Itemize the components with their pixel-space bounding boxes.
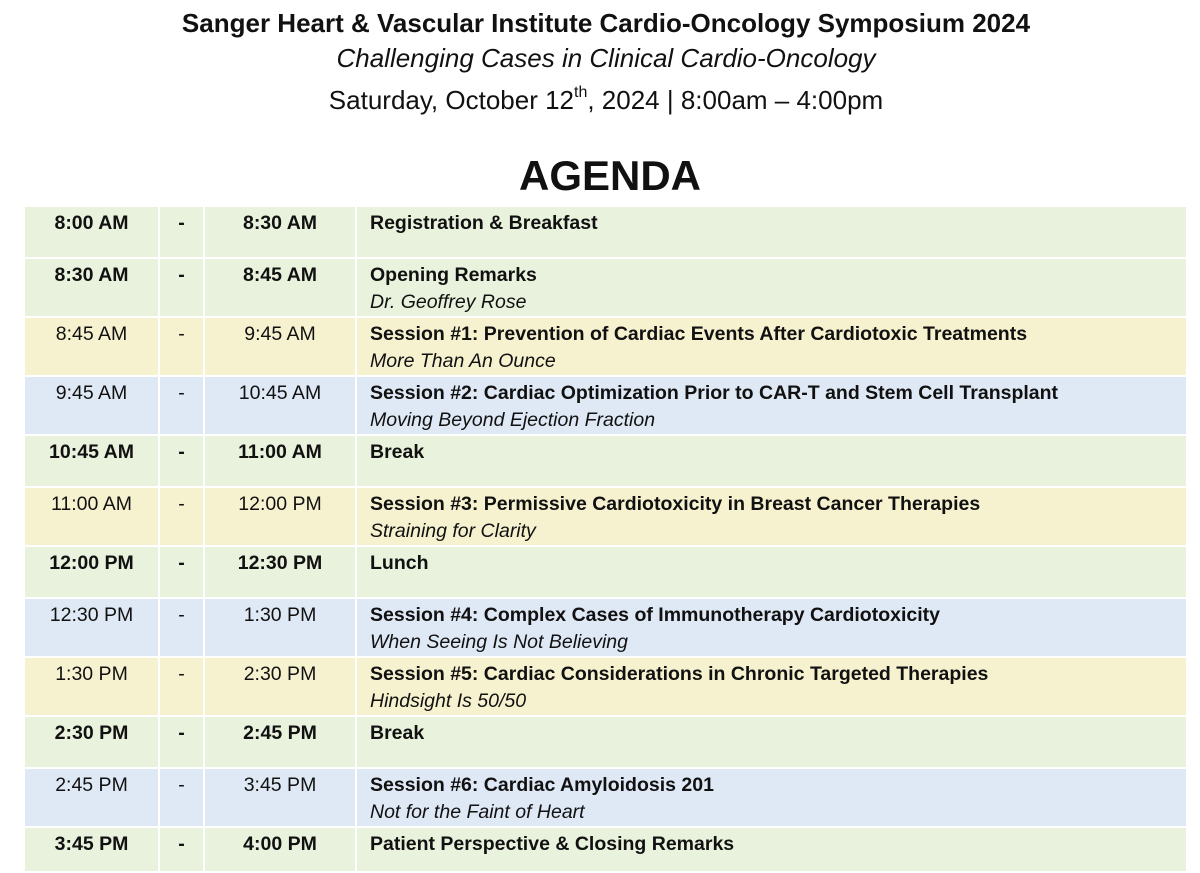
session-cell [356,716,1187,768]
end-time: 2:45 PM [204,716,356,768]
time-separator: - [159,258,204,317]
session-cell [356,768,1187,827]
session-subtitle: Dr. Geoffrey Rose [370,291,527,313]
end-time: 12:00 PM [204,487,356,546]
session-cell [356,657,1187,716]
start-time: 2:30 PM [24,716,159,768]
session-cell [356,546,1187,598]
session-title: Opening Remarks [370,264,537,286]
end-time: 4:00 PM [204,827,356,872]
end-time: 10:45 AM [204,376,356,435]
session-title: Registration & Breakfast [370,212,598,234]
agenda-row [24,258,1187,317]
start-time: 3:45 PM [24,827,159,872]
agenda-row [24,376,1187,435]
start-time: 9:45 AM [24,376,159,435]
session-subtitle: More Than An Ounce [370,350,556,372]
end-time: 1:30 PM [204,598,356,657]
start-time: 8:00 AM [24,206,159,258]
date-prefix: Saturday, October 12 [328,85,575,115]
session-cell [356,317,1187,376]
start-time: 10:45 AM [24,435,159,487]
time-separator: - [159,827,204,872]
time-separator: - [159,546,204,598]
agenda-heading: AGENDA [518,152,701,199]
session-title: Break [370,441,425,463]
session-title: Break [370,722,425,744]
time-separator: - [159,768,204,827]
start-time: 2:45 PM [24,768,159,827]
session-title: Lunch [370,552,429,574]
session-cell [356,206,1187,258]
time-separator: - [159,376,204,435]
start-time: 8:30 AM [24,258,159,317]
session-title: Session #2: Cardiac Optimization Prior to CAR-T and Stem Cell Transplant [370,382,1059,404]
agenda-row [24,435,1187,487]
agenda-row [24,487,1187,546]
end-time: 8:45 AM [204,258,356,317]
agenda-row [24,716,1187,768]
session-cell [356,258,1187,317]
session-title: Session #6: Cardiac Amyloidosis 201 [370,774,714,796]
session-subtitle: Hindsight Is 50/50 [370,690,527,712]
session-cell [356,435,1187,487]
session-title: Session #3: Permissive Cardiotoxicity in Breast Cancer Therapies [370,493,981,515]
agenda-row [24,598,1187,657]
time-separator: - [159,435,204,487]
session-title: Session #5: Cardiac Considerations in Chronic Targeted Therapies [370,663,989,685]
time-separator: - [159,716,204,768]
agenda-row [24,657,1187,716]
session-subtitle: Moving Beyond Ejection Fraction [370,409,656,431]
agenda-row [24,206,1187,258]
start-time: 1:30 PM [24,657,159,716]
end-time: 2:30 PM [204,657,356,716]
time-separator: - [159,657,204,716]
session-cell [356,376,1187,435]
agenda-row [24,768,1187,827]
end-time: 11:00 AM [204,435,356,487]
start-time: 12:00 PM [24,546,159,598]
session-cell [356,827,1187,872]
end-time: 3:45 PM [204,768,356,827]
end-time: 9:45 AM [204,317,356,376]
date-rest: , 2024 | 8:00am – 4:00pm [587,85,884,115]
start-time: 8:45 AM [24,317,159,376]
page-title: Sanger Heart & Vascular Institute Cardio-Oncology Symposium 2024 [181,8,1031,38]
session-title: Patient Perspective & Closing Remarks [370,833,735,855]
session-title: Session #4: Complex Cases of Immunotherapy Cardiotoxicity [370,604,940,626]
end-time: 12:30 PM [204,546,356,598]
agenda-row [24,546,1187,598]
time-separator: - [159,317,204,376]
event-dateline [6,83,1200,117]
agenda-table [23,205,1188,873]
agenda-table-body [24,206,1187,872]
page-subtitle: Challenging Cases in Clinical Cardio-Oncology [336,43,876,73]
time-separator: - [159,598,204,657]
session-cell [356,487,1187,546]
session-subtitle: When Seeing Is Not Believing [370,631,628,653]
session-subtitle: Not for the Faint of Heart [370,801,585,823]
end-time: 8:30 AM [204,206,356,258]
agenda-row [24,827,1187,872]
start-time: 11:00 AM [24,487,159,546]
session-title: Session #1: Prevention of Cardiac Events After Cardiotoxic Treatments [370,323,1028,345]
session-cell [356,598,1187,657]
session-subtitle: Straining for Clarity [370,520,536,542]
time-separator: - [159,487,204,546]
start-time: 12:30 PM [24,598,159,657]
time-separator: - [159,206,204,258]
agenda-row [24,317,1187,376]
date-ordinal-suffix: th [574,84,588,102]
